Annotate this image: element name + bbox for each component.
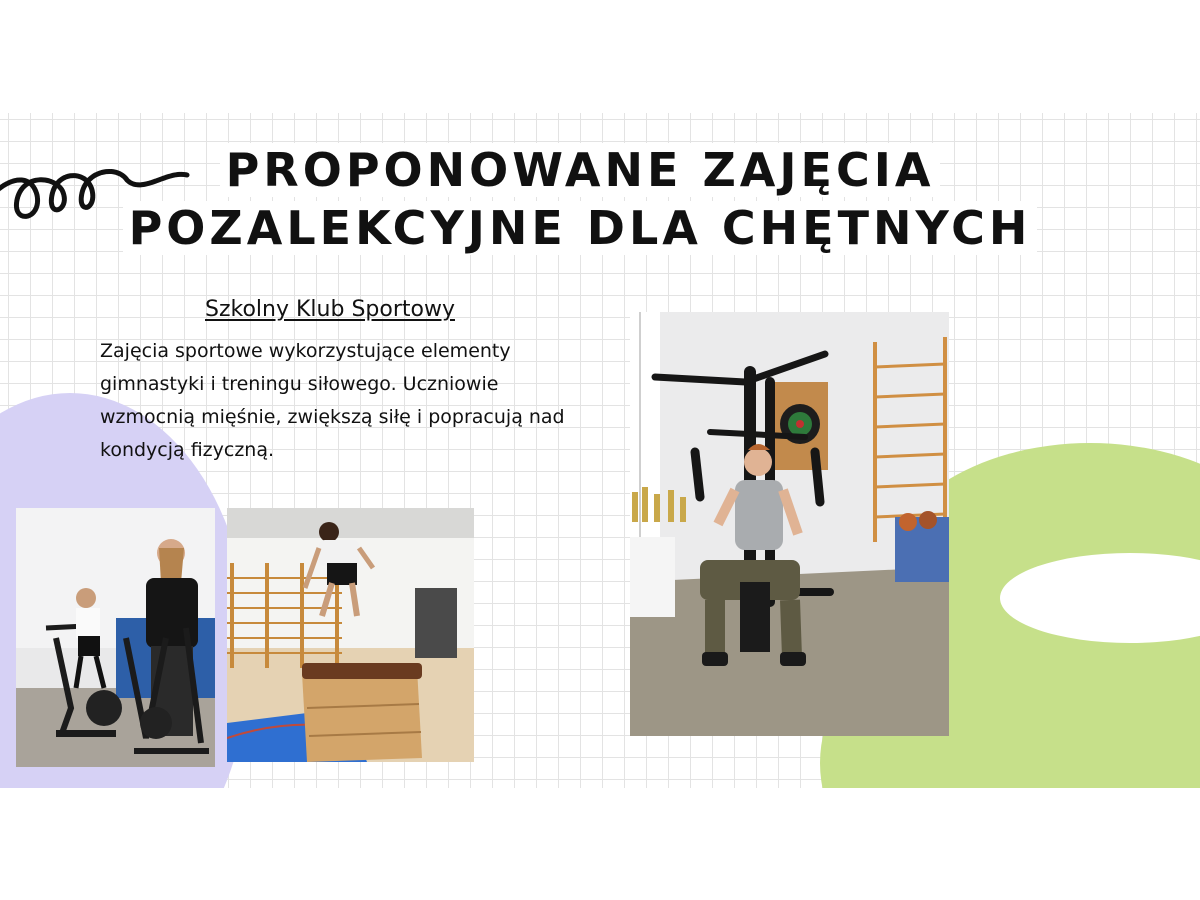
photo-home-gym — [630, 312, 949, 736]
title-line-2: POZALEKCYJNE DLA CHĘTNYCH — [100, 199, 1060, 257]
photo-vault-jump — [227, 508, 474, 762]
section-subtitle: Szkolny Klub Sportowy — [205, 297, 455, 322]
photo-exercise-bikes — [16, 508, 215, 767]
description-text: Zajęcia sportowe wykorzystujące elementy gimnastyki i treningu siłowego. Uczniowie wzmocnią mięśnie, zwiększą siłę i popracują nad kondycją fizyczną. — [100, 340, 565, 461]
slide — [0, 113, 1200, 788]
page-title — [100, 141, 1060, 257]
title-line-1: PROPONOWANE ZAJĘCIA — [100, 141, 1060, 199]
